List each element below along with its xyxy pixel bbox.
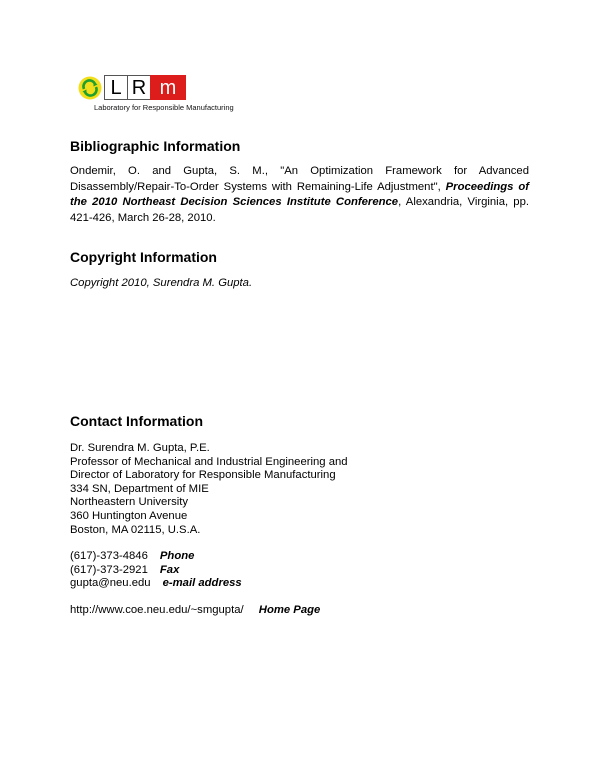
bibliographic-citation bbox=[70, 164, 529, 226]
contact-numbers bbox=[70, 550, 242, 591]
homepage-row bbox=[70, 604, 320, 616]
contact-heading: Contact Information bbox=[70, 413, 203, 429]
homepage-label: Home Page bbox=[258, 604, 321, 616]
logo-letter-m: m bbox=[150, 75, 186, 100]
fax-row bbox=[70, 564, 242, 578]
citation-proceedings: Proceedings of the 2010 Northeast Decision Sciences Institute Conference bbox=[70, 180, 529, 208]
citation-location-pages: , Alexandria, Virginia, pp. 421-426, March 26-28, 2010. bbox=[70, 196, 530, 224]
lrm-logo bbox=[78, 74, 234, 112]
fax-value: (617)-373-2921 bbox=[70, 563, 148, 576]
phone-row bbox=[70, 550, 242, 564]
copyright-text: Copyright 2010, Surendra M. Gupta. bbox=[70, 277, 253, 289]
address-line: Northeastern University bbox=[70, 496, 189, 509]
phone-label: Phone bbox=[159, 550, 195, 562]
homepage-link[interactable]: http://www.coe.neu.edu/~smgupta/ bbox=[70, 604, 244, 616]
email-row bbox=[70, 577, 242, 591]
address-line: 334 SN, Department of MIE bbox=[70, 482, 209, 495]
address-line: 360 Huntington Avenue bbox=[70, 509, 188, 522]
recycle-emblem-icon bbox=[78, 76, 102, 100]
contact-address bbox=[70, 442, 348, 537]
citation-authors-title: Ondemir, O. and Gupta, S. M., "An Optimization Framework for Advanced Disassembly/Repair-To-Order Systems with Remaining-Life Adjustment", bbox=[70, 165, 529, 193]
logo-subtitle: Laboratory for Responsible Manufacturing bbox=[94, 103, 234, 112]
address-line: Dr. Surendra M. Gupta, P.E. bbox=[70, 442, 210, 454]
address-line: Director of Laboratory for Responsible Manufacturing bbox=[70, 469, 336, 482]
logo-letter-r: R bbox=[127, 75, 151, 100]
email-label: e-mail address bbox=[162, 577, 242, 589]
email-value[interactable]: gupta@neu.edu bbox=[70, 577, 151, 589]
logo-letter-l: L bbox=[104, 75, 128, 100]
address-line: Boston, MA 02115, U.S.A. bbox=[70, 523, 201, 536]
address-line: Professor of Mechanical and Industrial Engineering and bbox=[70, 455, 348, 468]
bibliographic-heading: Bibliographic Information bbox=[70, 138, 241, 154]
phone-value: (617)-373-4846 bbox=[70, 550, 148, 562]
copyright-heading: Copyright Information bbox=[70, 249, 217, 265]
fax-label: Fax bbox=[159, 563, 180, 576]
